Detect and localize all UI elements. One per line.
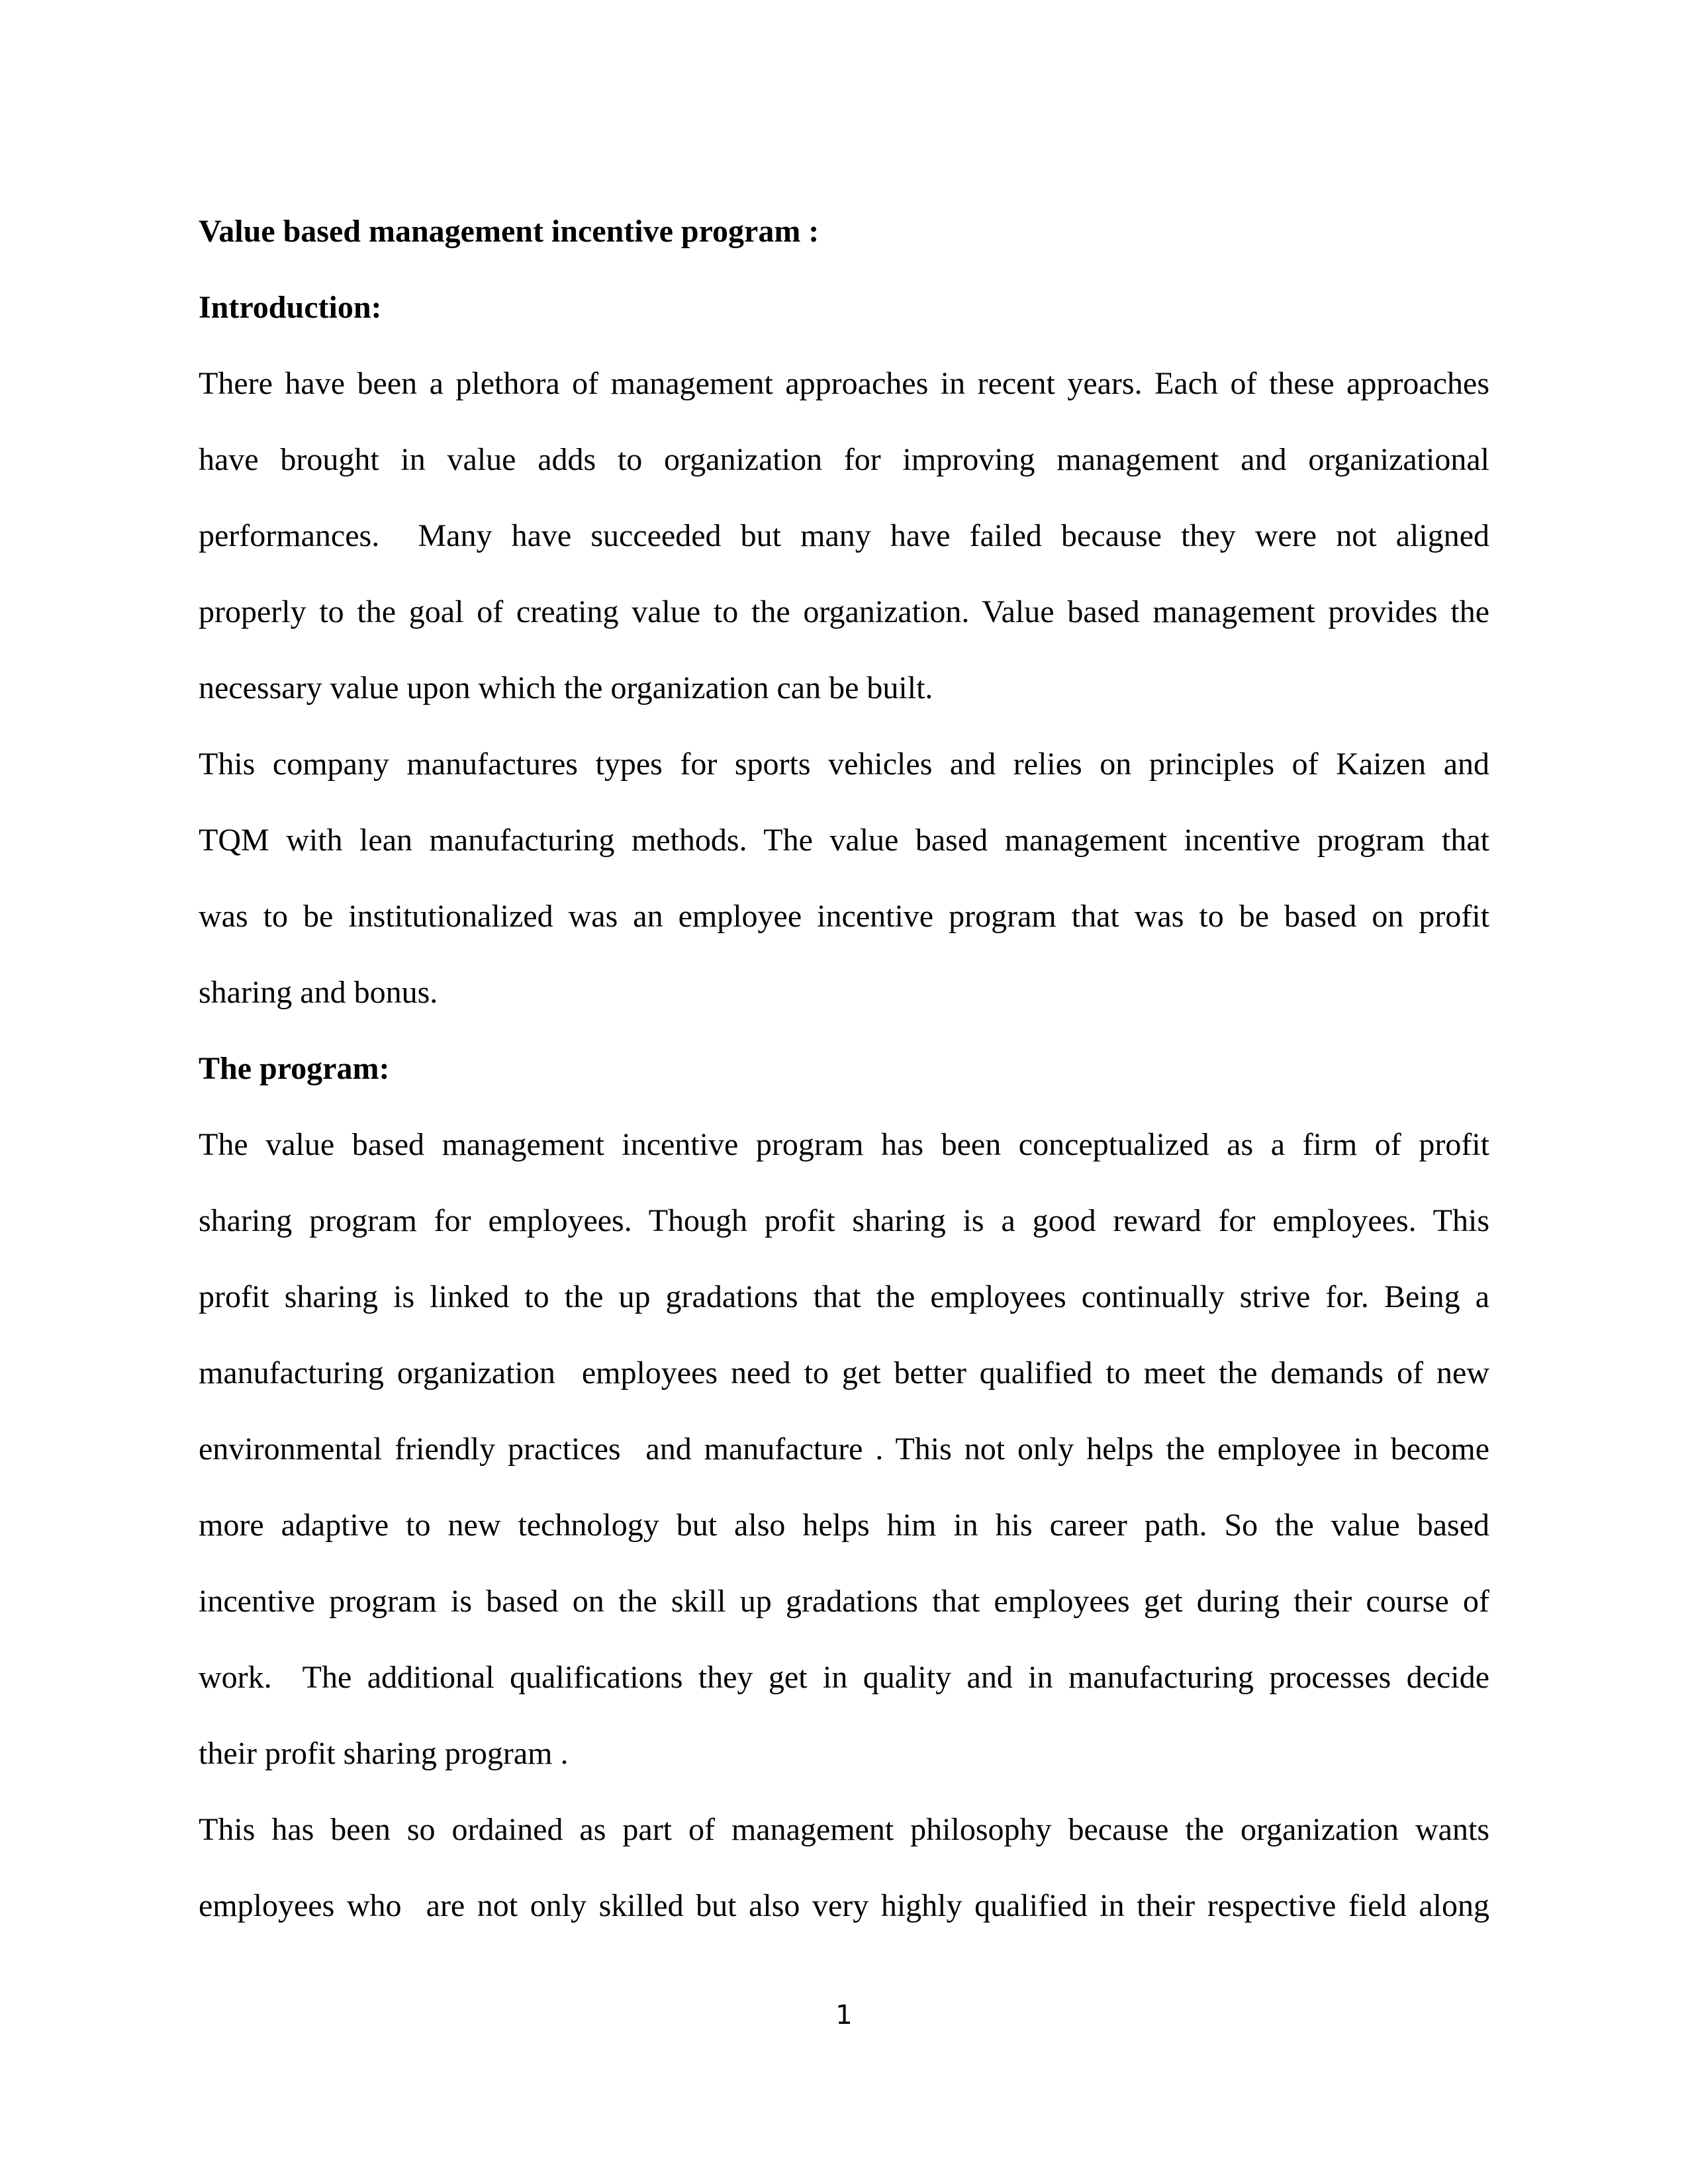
paragraph-program-1	[199, 1107, 1489, 1792]
paragraph-intro-1	[199, 345, 1489, 726]
text-line: This company manufactures types for sports vehicles and relies on principles of Kaizen and	[199, 747, 1489, 782]
text-line: There have been a plethora of management approaches in recent years. Each of these approaches	[199, 366, 1489, 401]
text-line: necessary value upon which the organization can be built.	[199, 670, 933, 705]
text-line: work. The additional qualifications they get in quality and in manufacturing processes decide	[199, 1660, 1489, 1695]
document-title: Value based management incentive program :	[199, 214, 820, 249]
text-line: This has been so ordained as part of management philosophy because the organization wants	[199, 1812, 1489, 1847]
text-line: TQM with lean manufacturing methods. The value based management incentive program that	[199, 823, 1489, 858]
text-line: profit sharing is linked to the up gradations that the employees continually strive for. Being a	[199, 1279, 1489, 1314]
text-line: was to be institutionalized was an employee incentive program that was to be based on profit	[199, 899, 1489, 934]
text-line: manufacturing organization employees need to get better qualified to meet the demands of new	[199, 1355, 1489, 1390]
text-line: The value based management incentive program has been conceptualized as a firm of profit	[199, 1127, 1489, 1162]
page-number: 1	[835, 2000, 853, 2030]
text-line: their profit sharing program .	[199, 1736, 569, 1771]
text-line: have brought in value adds to organization for improving management and organizational	[199, 442, 1489, 477]
text-line: more adaptive to new technology but also helps him in his career path. So the value based	[199, 1508, 1489, 1543]
document-page	[199, 193, 1489, 1944]
section-heading-introduction: Introduction:	[199, 290, 382, 325]
text-line: sharing and bonus.	[199, 975, 438, 1010]
section-heading-program: The program:	[199, 1051, 390, 1086]
text-line: employees who are not only skilled but also very highly qualified in their respective field along	[199, 1888, 1489, 1923]
paragraph-intro-2	[199, 726, 1489, 1030]
text-line: incentive program is based on the skill up gradations that employees get during their course of	[199, 1584, 1489, 1619]
text-line: sharing program for employees. Though profit sharing is a good reward for employees. This	[199, 1203, 1489, 1238]
text-line: environmental friendly practices and manufacture . This not only helps the employee in become	[199, 1432, 1489, 1467]
text-line: properly to the goal of creating value to the organization. Value based management provides the	[199, 594, 1489, 629]
text-line: performances. Many have succeeded but many have failed because they were not aligned	[199, 518, 1489, 553]
paragraph-program-2	[199, 1792, 1489, 1944]
